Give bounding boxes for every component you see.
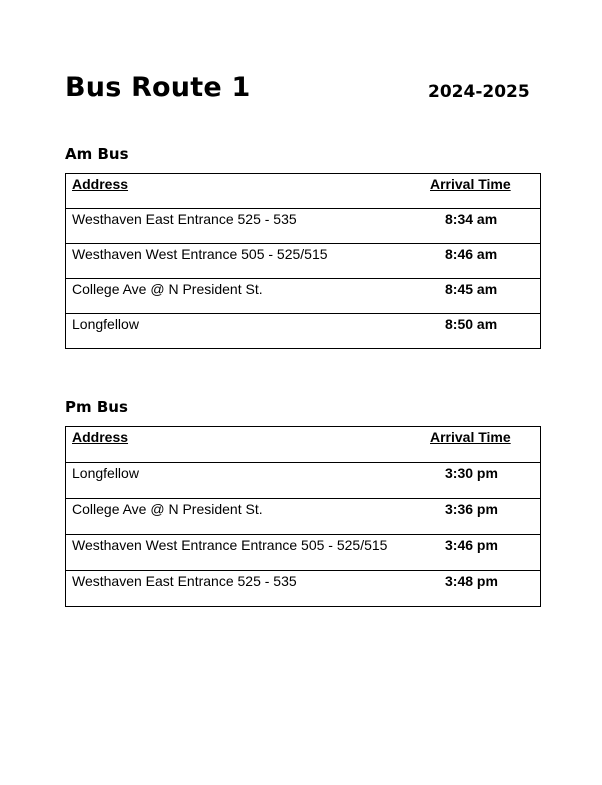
address-cell: College Ave @ N President St. xyxy=(66,499,428,535)
table-row xyxy=(66,244,541,279)
table-row xyxy=(66,314,541,349)
address-cell: Westhaven East Entrance 525 - 535 xyxy=(66,571,428,607)
pm-bus-heading: Pm Bus xyxy=(65,398,128,416)
arrival-time-cell: 8:46 am xyxy=(427,244,541,279)
table-row xyxy=(66,571,541,607)
table-row xyxy=(66,499,541,535)
table-header-row xyxy=(66,174,541,209)
page-title: Bus Route 1 xyxy=(65,72,251,103)
arrival-time-cell: 8:50 am xyxy=(427,314,541,349)
address-column-header: Address xyxy=(66,427,428,463)
address-cell: Longfellow xyxy=(66,314,428,349)
arrival-time-cell: 3:30 pm xyxy=(427,463,541,499)
address-cell: Westhaven West Entrance 505 - 525/515 xyxy=(66,244,428,279)
table-header-row xyxy=(66,427,541,463)
school-year: 2024-2025 xyxy=(428,82,530,102)
address-cell: Longfellow xyxy=(66,463,428,499)
address-column-header: Address xyxy=(66,174,428,209)
arrival-time-cell: 3:48 pm xyxy=(427,571,541,607)
am-bus-table xyxy=(65,173,541,349)
arrival-time-cell: 3:36 pm xyxy=(427,499,541,535)
arrival-time-cell: 8:45 am xyxy=(427,279,541,314)
arrival-time-cell: 3:46 pm xyxy=(427,535,541,571)
table-row xyxy=(66,535,541,571)
arrival-time-column-header: Arrival Time xyxy=(427,427,541,463)
address-cell: Westhaven West Entrance Entrance 505 - 525/515 xyxy=(66,535,428,571)
address-cell: College Ave @ N President St. xyxy=(66,279,428,314)
pm-bus-table xyxy=(65,426,541,607)
arrival-time-cell: 8:34 am xyxy=(427,209,541,244)
table-row xyxy=(66,279,541,314)
table-row xyxy=(66,463,541,499)
am-bus-heading: Am Bus xyxy=(65,145,129,163)
table-row xyxy=(66,209,541,244)
arrival-time-column-header: Arrival Time xyxy=(427,174,541,209)
address-cell: Westhaven East Entrance 525 - 535 xyxy=(66,209,428,244)
